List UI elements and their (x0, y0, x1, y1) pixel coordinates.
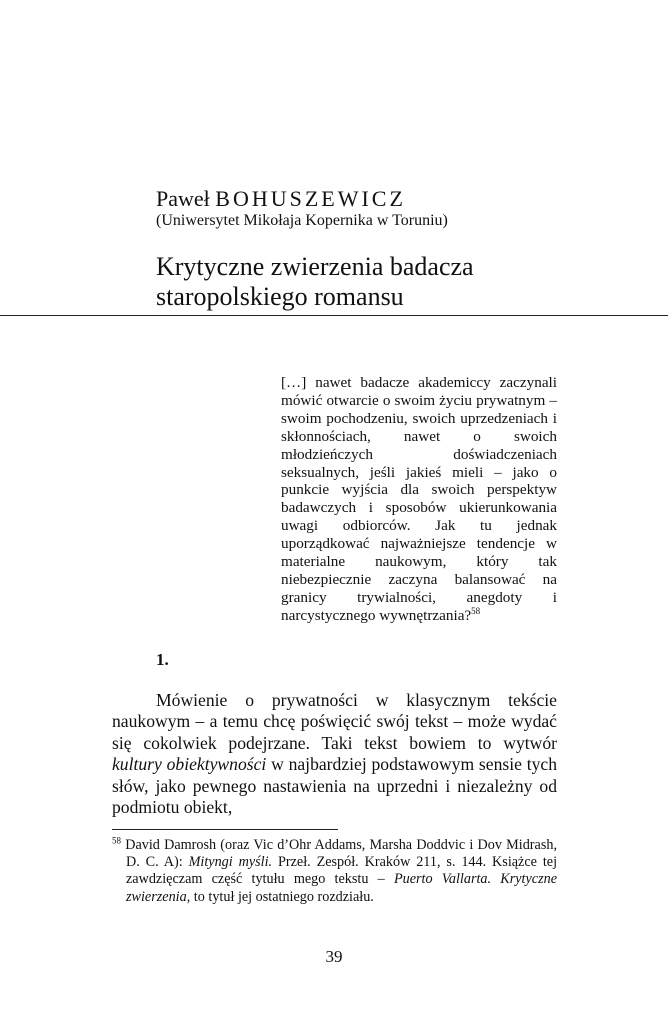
footnote-text-2: Przeł. Zespół. Kraków 211, s. 144. Książce tej zawdzięczam część tytułu mego tekstu – (126, 854, 558, 888)
footnote-text-1: David Damrosh (oraz Vic d’Ohr Addams, Marsha Doddvic i Dov Midrash, D. C. A): (121, 837, 557, 871)
footnote-divider (112, 829, 338, 830)
epigraph-quote (281, 374, 557, 625)
author-name (156, 186, 406, 212)
author-first-name: Paweł (156, 186, 210, 211)
footnote-reference[interactable]: 58 (471, 605, 481, 616)
article-title-line-2: staropolskiego romansu (156, 282, 404, 311)
section-number: 1. (156, 650, 169, 669)
footnote-italic-2: Puerto Vallarta. Krytyczne zwierzenia (126, 871, 557, 905)
author-affiliation: (Uniwersytet Mikołaja Kopernika w Toruniu) (156, 212, 448, 229)
author-surname: BOHUSZEWICZ (215, 186, 406, 211)
body-text-italic: kultury obiektywności (112, 754, 267, 775)
body-text-part-2: w najbardziej podstawowym sensie tych słów, jako pewnego nastawienia na uprzedni i niezależny od podmiotu obiekt, (112, 754, 557, 818)
article-title (156, 252, 474, 312)
footnote (112, 837, 557, 906)
footnote-text-3: , to tytuł jej ostatniego rozdziału. (186, 888, 374, 905)
article-title-line-1: Krytyczne zwierzenia badacza (156, 252, 474, 281)
page-number: 39 (325, 947, 343, 966)
footnote-number: 58 (112, 835, 121, 846)
body-text-part-1: Mówienie o prywatności w klasycznym tekście naukowym – a temu chcę poświęcić swój tekst – może wydać się cokolwiek podejrzane. Taki tekst bowiem to wytwór (112, 690, 557, 753)
epigraph-text: […] nawet badacze akademiccy zaczynali mówić otwarcie o swoim życiu prywatnym – swoim pochodzeniu, swoich uprzedzeniach i skłonnościach, nawet o swoich młodzieńczych doświadczeniach seksualnych, jeśli jakieś mieli – jako o punkcie wyjścia dla swoich perspektyw badawczych i sposobów ukierunkowania uwagi odbiorców. Jak tu jednak uporządkować najważniejsze tendencje w materialne naukowym, który tak niebezpiecznie zaczyna balansować na granicy trywialności, anegdoty i narcystycznego wywnętrzania? (281, 374, 557, 624)
title-divider (0, 315, 668, 316)
body-paragraph (112, 690, 557, 818)
footnote-italic-1: Mityngi myśli. (188, 854, 273, 871)
